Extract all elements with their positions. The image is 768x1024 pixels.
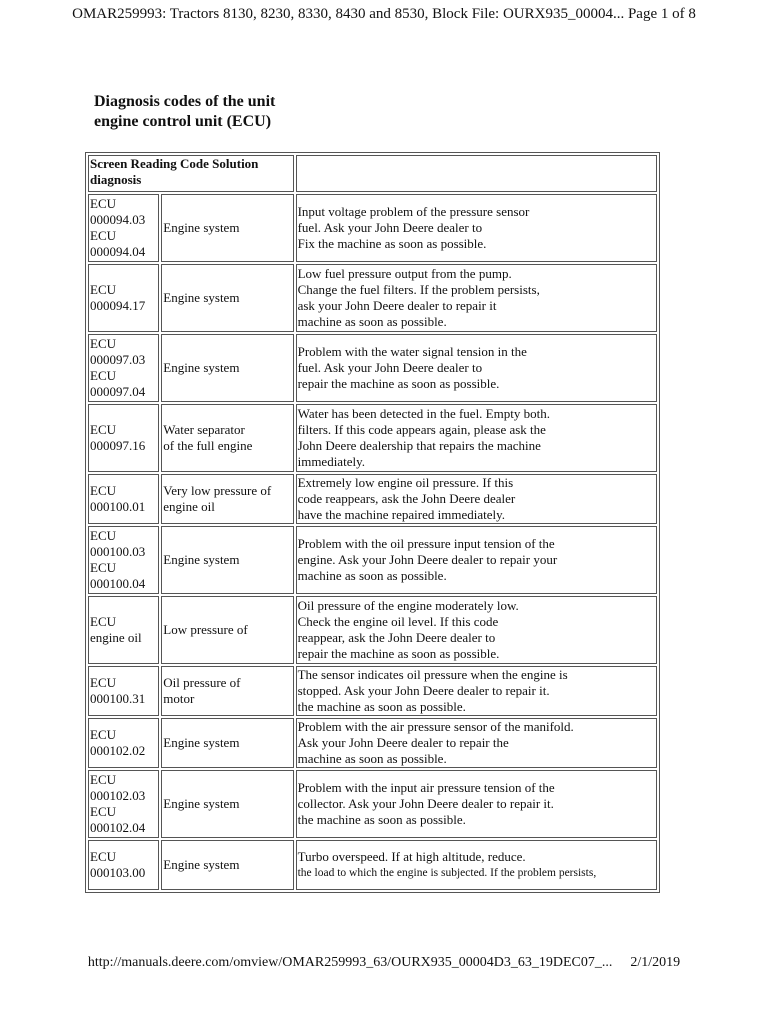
solution-cell: [296, 770, 657, 838]
code-cell-line: ECU: [90, 614, 116, 629]
table-row: [88, 404, 657, 472]
screen-reading-cell-line: engine oil: [163, 499, 215, 514]
code-cell: [88, 770, 159, 838]
code-cell-line: 000097.04: [90, 384, 146, 399]
solution-cell-line: Extremely low engine oil pressure. If this: [297, 475, 514, 490]
solution-cell-line: Problem with the input air pressure tension of the: [297, 780, 555, 795]
code-cell-line: 000097.16: [90, 438, 146, 453]
solution-cell-line: Water has been detected in the fuel. Empty both.: [297, 406, 550, 421]
screen-reading-cell-line: Engine system: [163, 220, 240, 235]
solution-cell-line: stopped. Ask your John Deere dealer to repair it.: [297, 683, 550, 698]
code-cell: [88, 718, 159, 768]
page-header: OMAR259993: Tractors 8130, 8230, 8330, 8430 and 8530, Block File: OURX935_00004... Page 1 of 8: [72, 6, 696, 22]
code-cell-line: ECU: [90, 368, 116, 383]
code-cell-line: ECU: [90, 282, 116, 297]
code-cell-line: ECU: [90, 422, 116, 437]
code-cell-line: 000094.03: [90, 212, 146, 227]
solution-cell-line: Input voltage problem of the pressure sensor: [297, 204, 530, 219]
solution-cell-line: repair the machine as soon as possible.: [297, 646, 500, 661]
solution-cell-line: engine. Ask your John Deere dealer to repair your: [297, 552, 558, 567]
code-cell-line: 000100.01: [90, 499, 146, 514]
screen-reading-cell: [161, 194, 293, 262]
screen-reading-cell-line: Engine system: [163, 796, 240, 811]
table-row: [88, 840, 657, 890]
solution-cell: [296, 666, 657, 716]
table-row: [88, 718, 657, 768]
solution-cell-line: Problem with the water signal tension in the: [297, 344, 527, 359]
code-cell-line: 000102.03: [90, 788, 146, 803]
solution-cell-line: Ask your John Deere dealer to repair the: [297, 735, 509, 750]
solution-cell-line: Oil pressure of the engine moderately low.: [297, 598, 519, 613]
solution-cell: [296, 596, 657, 664]
code-cell-line: ECU: [90, 528, 116, 543]
diagnosis-table: [85, 152, 660, 893]
solution-cell-line: Turbo overspeed. If at high altitude, reduce.: [297, 849, 526, 864]
solution-cell-line: ask your John Deere dealer to repair it: [297, 298, 497, 313]
solution-cell-line: Check the engine oil level. If this code: [297, 614, 499, 629]
solution-cell-line: code reappears, ask the John Deere dealer: [297, 491, 516, 506]
solution-cell: [296, 526, 657, 594]
table-row: [88, 596, 657, 664]
solution-cell-line: machine as soon as possible.: [297, 568, 447, 583]
solution-cell: [296, 718, 657, 768]
code-cell: [88, 334, 159, 402]
solution-cell-line: John Deere dealership that repairs the machine: [297, 438, 541, 453]
code-cell-line: 000100.03: [90, 544, 146, 559]
screen-reading-cell-line: Engine system: [163, 735, 240, 750]
solution-cell-line: Low fuel pressure output from the pump.: [297, 266, 512, 281]
code-cell: [88, 596, 159, 664]
screen-reading-cell: [161, 718, 293, 768]
code-cell-line: ECU: [90, 336, 116, 351]
solution-cell-line: the load to which the engine is subjected. If the problem persists,: [297, 867, 597, 879]
code-cell-line: 000102.04: [90, 820, 146, 835]
title-line-2: engine control unit (ECU): [94, 113, 272, 130]
screen-reading-cell-line: Low pressure of: [163, 622, 248, 637]
table-body: [88, 194, 657, 890]
solution-cell-line: Problem with the air pressure sensor of the manifold.: [297, 719, 574, 734]
screen-reading-cell: [161, 526, 293, 594]
diagnosis-table-container: [85, 152, 660, 906]
solution-cell-line: fuel. Ask your John Deere dealer to: [297, 220, 483, 235]
code-cell-line: ECU: [90, 560, 116, 575]
screen-reading-cell: [161, 474, 293, 524]
screen-reading-cell-line: motor: [163, 691, 195, 706]
screen-reading-cell-line: Engine system: [163, 290, 240, 305]
solution-cell-line: have the machine repaired immediately.: [297, 507, 506, 522]
solution-cell-line: reappear, ask the John Deere dealer to: [297, 630, 496, 645]
solution-cell: [296, 404, 657, 472]
code-cell: [88, 526, 159, 594]
table-header-cell: [88, 155, 294, 192]
title-line-1: Diagnosis codes of the unit: [94, 93, 276, 110]
code-cell-line: ECU: [90, 772, 116, 787]
solution-cell-line: machine as soon as possible.: [297, 751, 447, 766]
table-header-row: [88, 155, 657, 192]
header-label-line-2: diagnosis: [90, 172, 142, 187]
code-cell-line: ECU: [90, 849, 116, 864]
solution-cell-line: filters. If this code appears again, please ask the: [297, 422, 546, 437]
code-cell: [88, 404, 159, 472]
solution-cell: [296, 264, 657, 332]
header-label-line-1: Screen Reading Code Solution: [90, 156, 259, 171]
solution-cell-line: Problem with the oil pressure input tension of the: [297, 536, 555, 551]
code-cell: [88, 840, 159, 890]
page-footer: [0, 955, 768, 971]
code-cell-line: engine oil: [90, 630, 142, 645]
code-cell-line: 000100.31: [90, 691, 146, 706]
solution-cell: [296, 194, 657, 262]
solution-cell-line: fuel. Ask your John Deere dealer to: [297, 360, 483, 375]
solution-cell-line: the machine as soon as possible.: [297, 699, 466, 714]
screen-reading-cell-line: of the full engine: [163, 438, 253, 453]
screen-reading-cell-line: Very low pressure of: [163, 483, 272, 498]
solution-cell-line: Fix the machine as soon as possible.: [297, 236, 487, 251]
screen-reading-cell: [161, 770, 293, 838]
code-cell-line: ECU: [90, 727, 116, 742]
code-cell-line: ECU: [90, 804, 116, 819]
solution-cell-line: immediately.: [297, 454, 365, 469]
screen-reading-cell: [161, 666, 293, 716]
code-cell-line: 000094.04: [90, 244, 146, 259]
code-cell: [88, 194, 159, 262]
code-cell: [88, 666, 159, 716]
table-row: [88, 770, 657, 838]
table-row: [88, 194, 657, 262]
solution-cell-line: repair the machine as soon as possible.: [297, 376, 500, 391]
table-row: [88, 526, 657, 594]
solution-cell-line: collector. Ask your John Deere dealer to repair it.: [297, 796, 554, 811]
table-header-empty-cell: [296, 155, 657, 192]
code-cell-line: ECU: [90, 196, 116, 211]
code-cell: [88, 264, 159, 332]
solution-cell: [296, 840, 657, 890]
code-cell-line: 000103.00: [90, 865, 146, 880]
solution-cell-line: The sensor indicates oil pressure when the engine is: [297, 667, 568, 682]
screen-reading-cell: [161, 334, 293, 402]
screen-reading-cell-line: Engine system: [163, 552, 240, 567]
code-cell-line: ECU: [90, 675, 116, 690]
code-cell-line: 000094.17: [90, 298, 146, 313]
screen-reading-cell-line: Water separator: [163, 422, 245, 437]
table-row: [88, 474, 657, 524]
code-cell-line: ECU: [90, 483, 116, 498]
table-row: [88, 334, 657, 402]
code-cell-line: 000100.04: [90, 576, 146, 591]
screen-reading-cell-line: Oil pressure of: [163, 675, 241, 690]
table-row: [88, 264, 657, 332]
footer-url[interactable]: http://manuals.deere.com/omview/OMAR259993_63/OURX935_00004D3_63_19DEC07_...: [87, 955, 613, 970]
screen-reading-cell-line: Engine system: [163, 857, 240, 872]
solution-cell-line: Change the fuel filters. If the problem persists,: [297, 282, 540, 297]
code-cell: [88, 474, 159, 524]
code-cell-line: 000102.02: [90, 743, 146, 758]
solution-cell: [296, 474, 657, 524]
screen-reading-cell: [161, 840, 293, 890]
screen-reading-cell: [161, 264, 293, 332]
screen-reading-cell: [161, 404, 293, 472]
screen-reading-cell-line: Engine system: [163, 360, 240, 375]
solution-cell-line: the machine as soon as possible.: [297, 812, 466, 827]
screen-reading-cell: [161, 596, 293, 664]
footer-date: 2/1/2019: [630, 955, 681, 970]
code-cell-line: 000097.03: [90, 352, 146, 367]
solution-cell: [296, 334, 657, 402]
solution-cell-line: machine as soon as possible.: [297, 314, 447, 329]
document-title: [94, 92, 354, 132]
code-cell-line: ECU: [90, 228, 116, 243]
table-row: [88, 666, 657, 716]
